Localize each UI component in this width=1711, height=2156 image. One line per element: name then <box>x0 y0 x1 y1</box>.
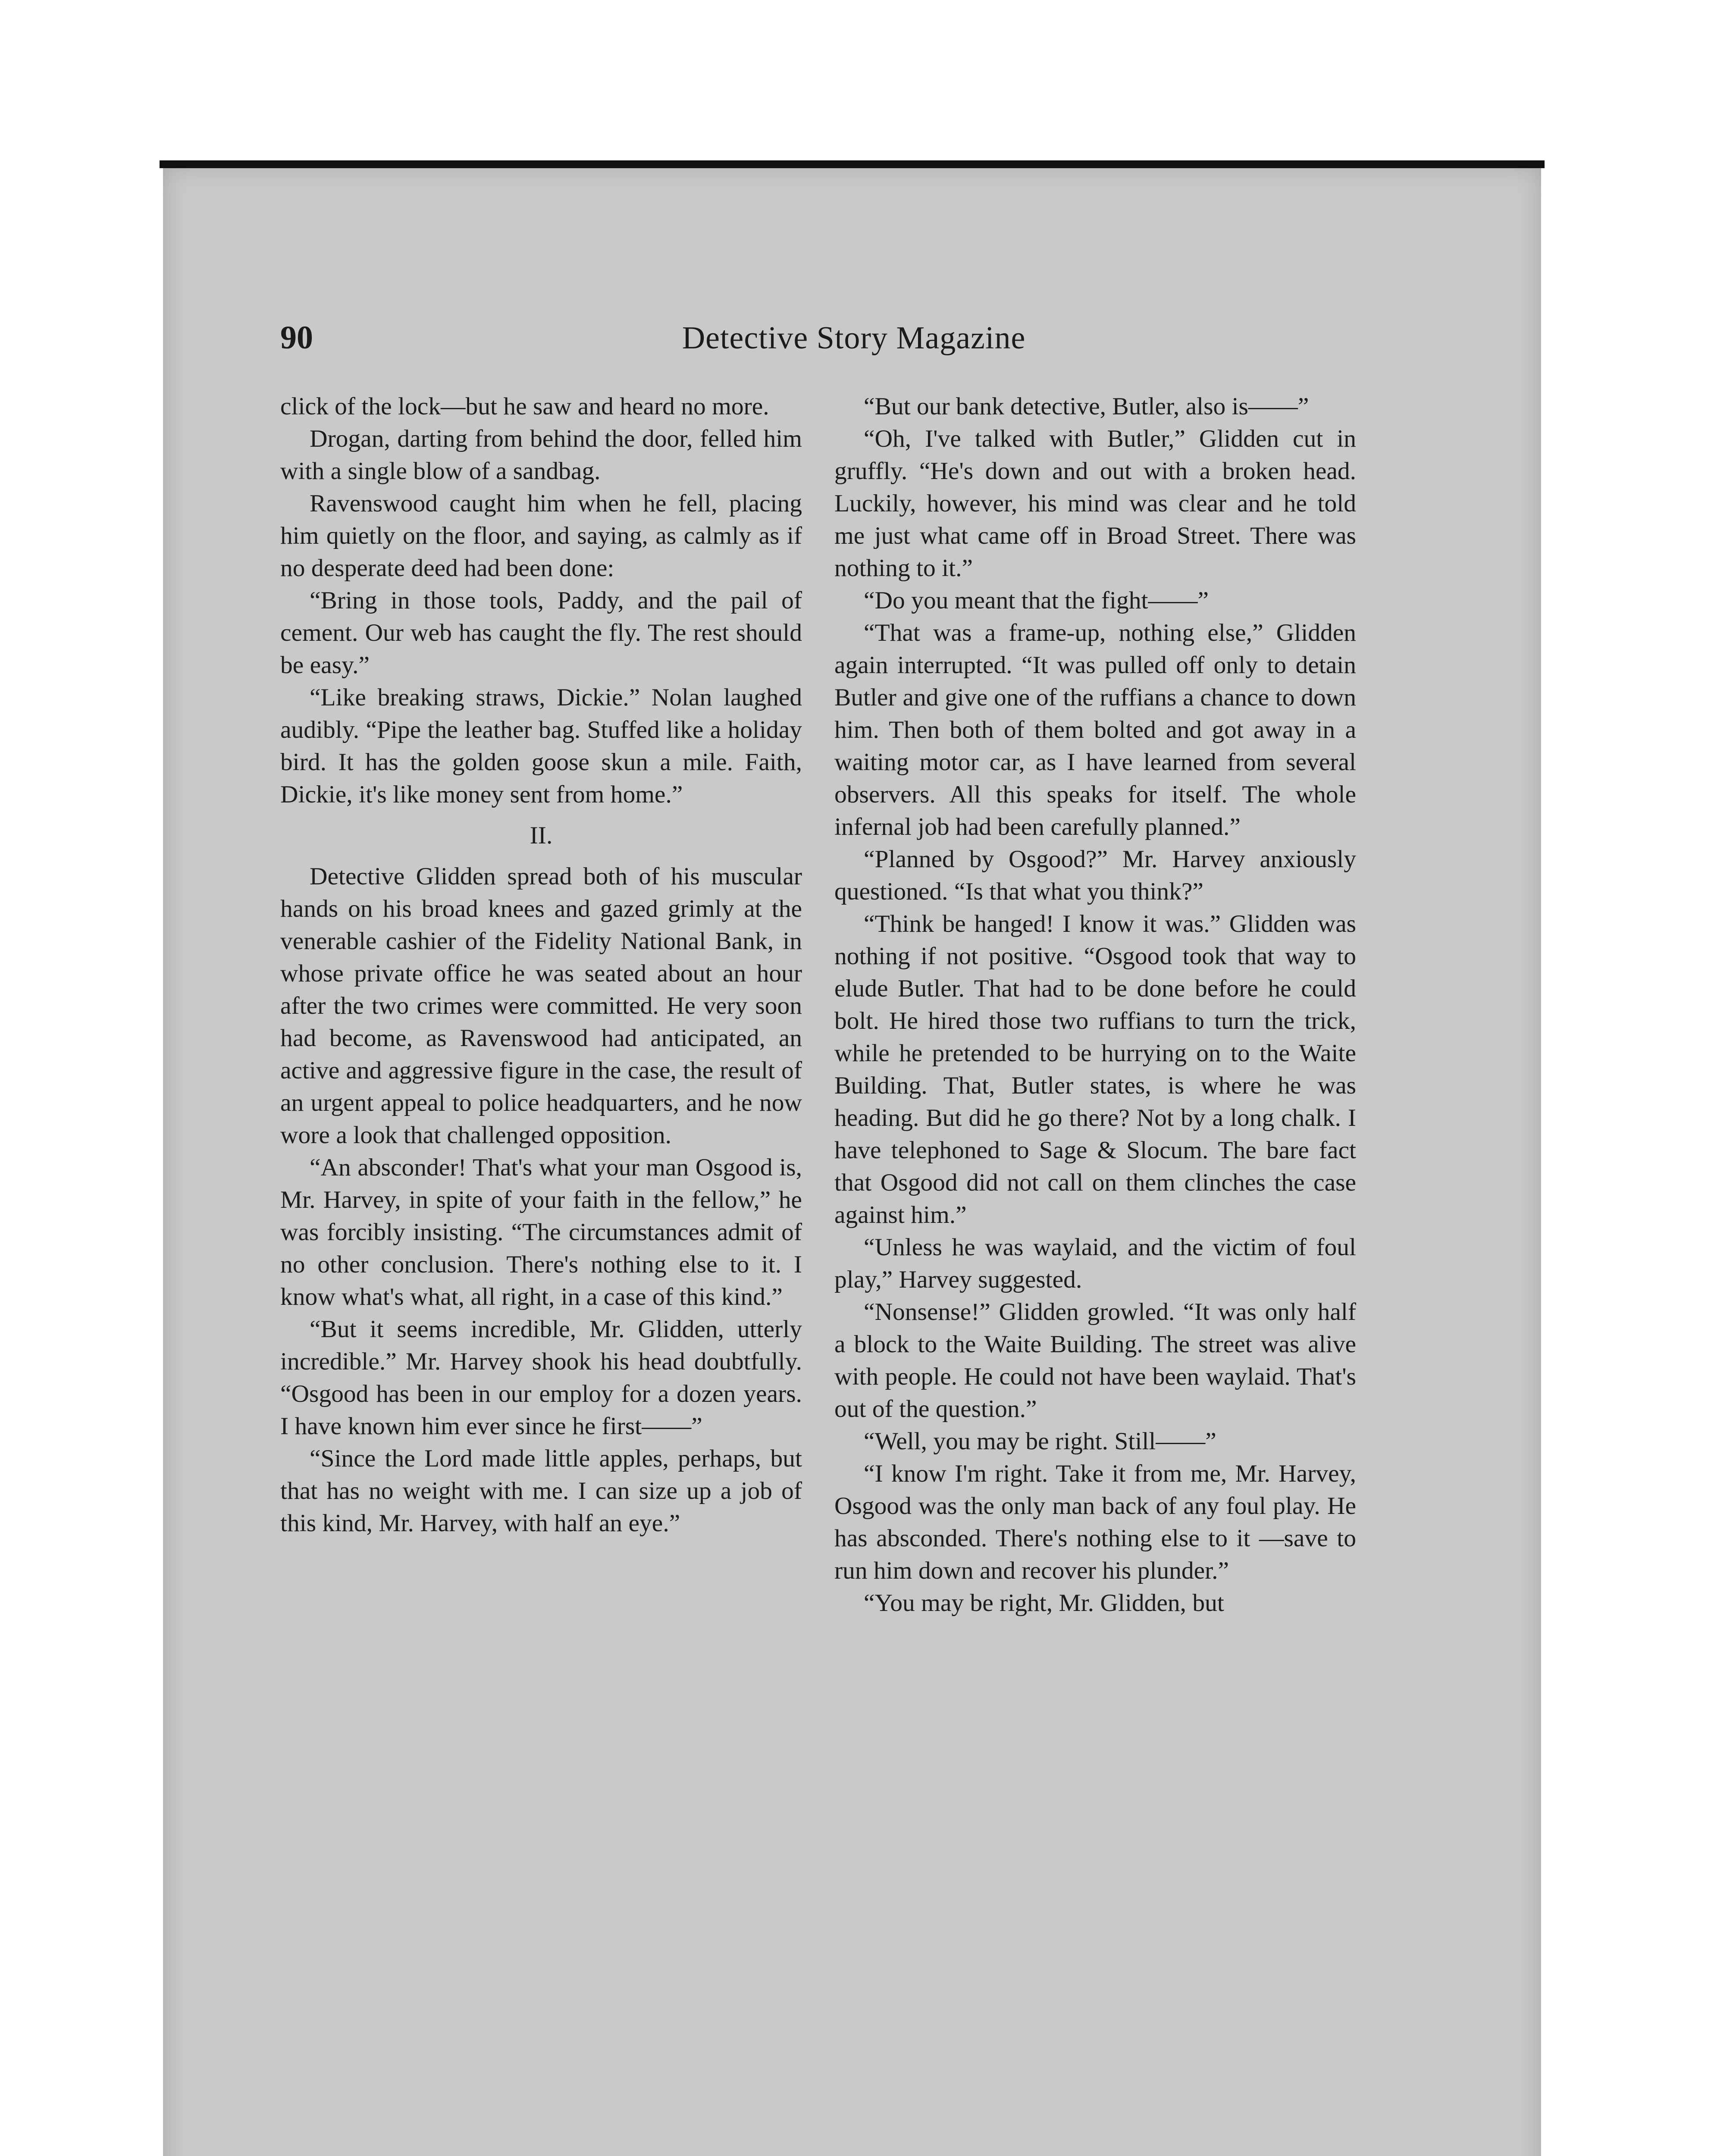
paragraph: “Nonsense!” Glidden growled. “It was only half a block to the Waite Building. The street was alive with people. He could not have been waylaid. That's out of the question.” <box>834 1298 1356 1423</box>
section-number: II. <box>530 822 553 849</box>
paragraph: Detective Glidden spread both of his muscular hands on his broad knees and gazed grimly at the venerable cashier of the Fidelity National Bank, in whose private office he was seated about an hour after the two crimes were committed. He very soon had become, as Ravenswood had anticipated, an active and aggressive figure in the case, the result of an urgent appeal to police headquarters, and he now wore a look that challenged opposition. <box>280 863 802 1149</box>
paragraph: “I know I'm right. Take it from me, Mr. Harvey, Osgood was the only man back of any foul play. He has absconded. There's nothing else to it —save to run him down and recover his plunder.” <box>834 1460 1356 1584</box>
paragraph: “Since the Lord made little apples, perhaps, but that has no weight with me. I can size up a job of this kind, Mr. Harvey, with half an eye.” <box>280 1445 802 1537</box>
paragraph: “Unless he was waylaid, and the victim of foul play,” Harvey suggested. <box>834 1234 1356 1293</box>
paragraph: Drogan, darting from behind the door, felled him with a single blow of a sandbag. <box>280 425 802 485</box>
paragraph: “But it seems incredible, Mr. Glidden, utterly incredible.” Mr. Harvey shook his head doubtfully. “Osgood has been in our employ for a dozen years. I have known him ever since he first——” <box>280 1316 802 1440</box>
paragraph: “Like breaking straws, Dickie.” Nolan laughed audibly. “Pipe the leather bag. Stuffed like a holiday bird. It has the golden goose skun a mile. Faith, Dickie, it's like money sent from home.” <box>280 684 802 808</box>
paragraph: “Think be hanged! I know it was.” Glidden was nothing if not positive. “Osgood took that way to elude Butler. That had to be done before he could bolt. He hired those two ruffians to turn the trick, while he pretended to be hurrying on to the Waite Building. That, Butler states, is where he was heading. But did he go there? Not by a long chalk. I have telephoned to Sage & Slocum. The bare fact that Osgood did not call on them clinches the case against him.” <box>834 910 1356 1228</box>
left-column <box>280 390 802 1539</box>
paragraph: “You may be right, Mr. Glidden, but <box>864 1589 1224 1617</box>
paragraph: “Well, you may be right. Still——” <box>864 1428 1216 1455</box>
paragraph: “An absconder! That's what your man Osgood is, Mr. Harvey, in spite of your faith in the fellow,” he was forcibly insisting. “The circumstances admit of no other conclusion. There's nothing else to it. I know what's what, all right, in a case of this kind.” <box>280 1154 802 1310</box>
paragraph: “Bring in those tools, Paddy, and the pail of cement. Our web has caught the fly. The rest should be easy.” <box>280 587 802 679</box>
magazine-title: Detective Story Magazine <box>682 320 1026 356</box>
right-column <box>834 390 1356 1619</box>
paragraph: “But our bank detective, Butler, also is——” <box>864 393 1309 420</box>
paragraph: click of the lock—but he saw and heard no more. <box>280 393 769 420</box>
paragraph: Ravenswood caught him when he fell, placing him quietly on the floor, and saying, as calmly as if no desperate deed had been done: <box>280 490 802 582</box>
page-top-border <box>160 160 1545 168</box>
paragraph: “Oh, I've talked with Butler,” Glidden cut in gruffly. “He's down and out with a broken head. Luckily, however, his mind was clear and he told me just what came off in Broad Street. There was nothing to it.” <box>834 425 1356 582</box>
paragraph: “That was a frame-up, nothing else,” Glidden again interrupted. “It was pulled off only to detain Butler and give one of the ruffians a chance to down him. Then both of them bolted and got away in a waiting motor car, as I have learned from several observers. All this speaks for itself. The whole infernal job had been carefully planned.” <box>834 619 1356 840</box>
paragraph: “Planned by Osgood?” Mr. Harvey anxiously questioned. “Is that what you think?” <box>834 846 1356 905</box>
page-number: 90 <box>280 320 313 356</box>
paragraph: “Do you meant that the fight——” <box>864 587 1209 614</box>
